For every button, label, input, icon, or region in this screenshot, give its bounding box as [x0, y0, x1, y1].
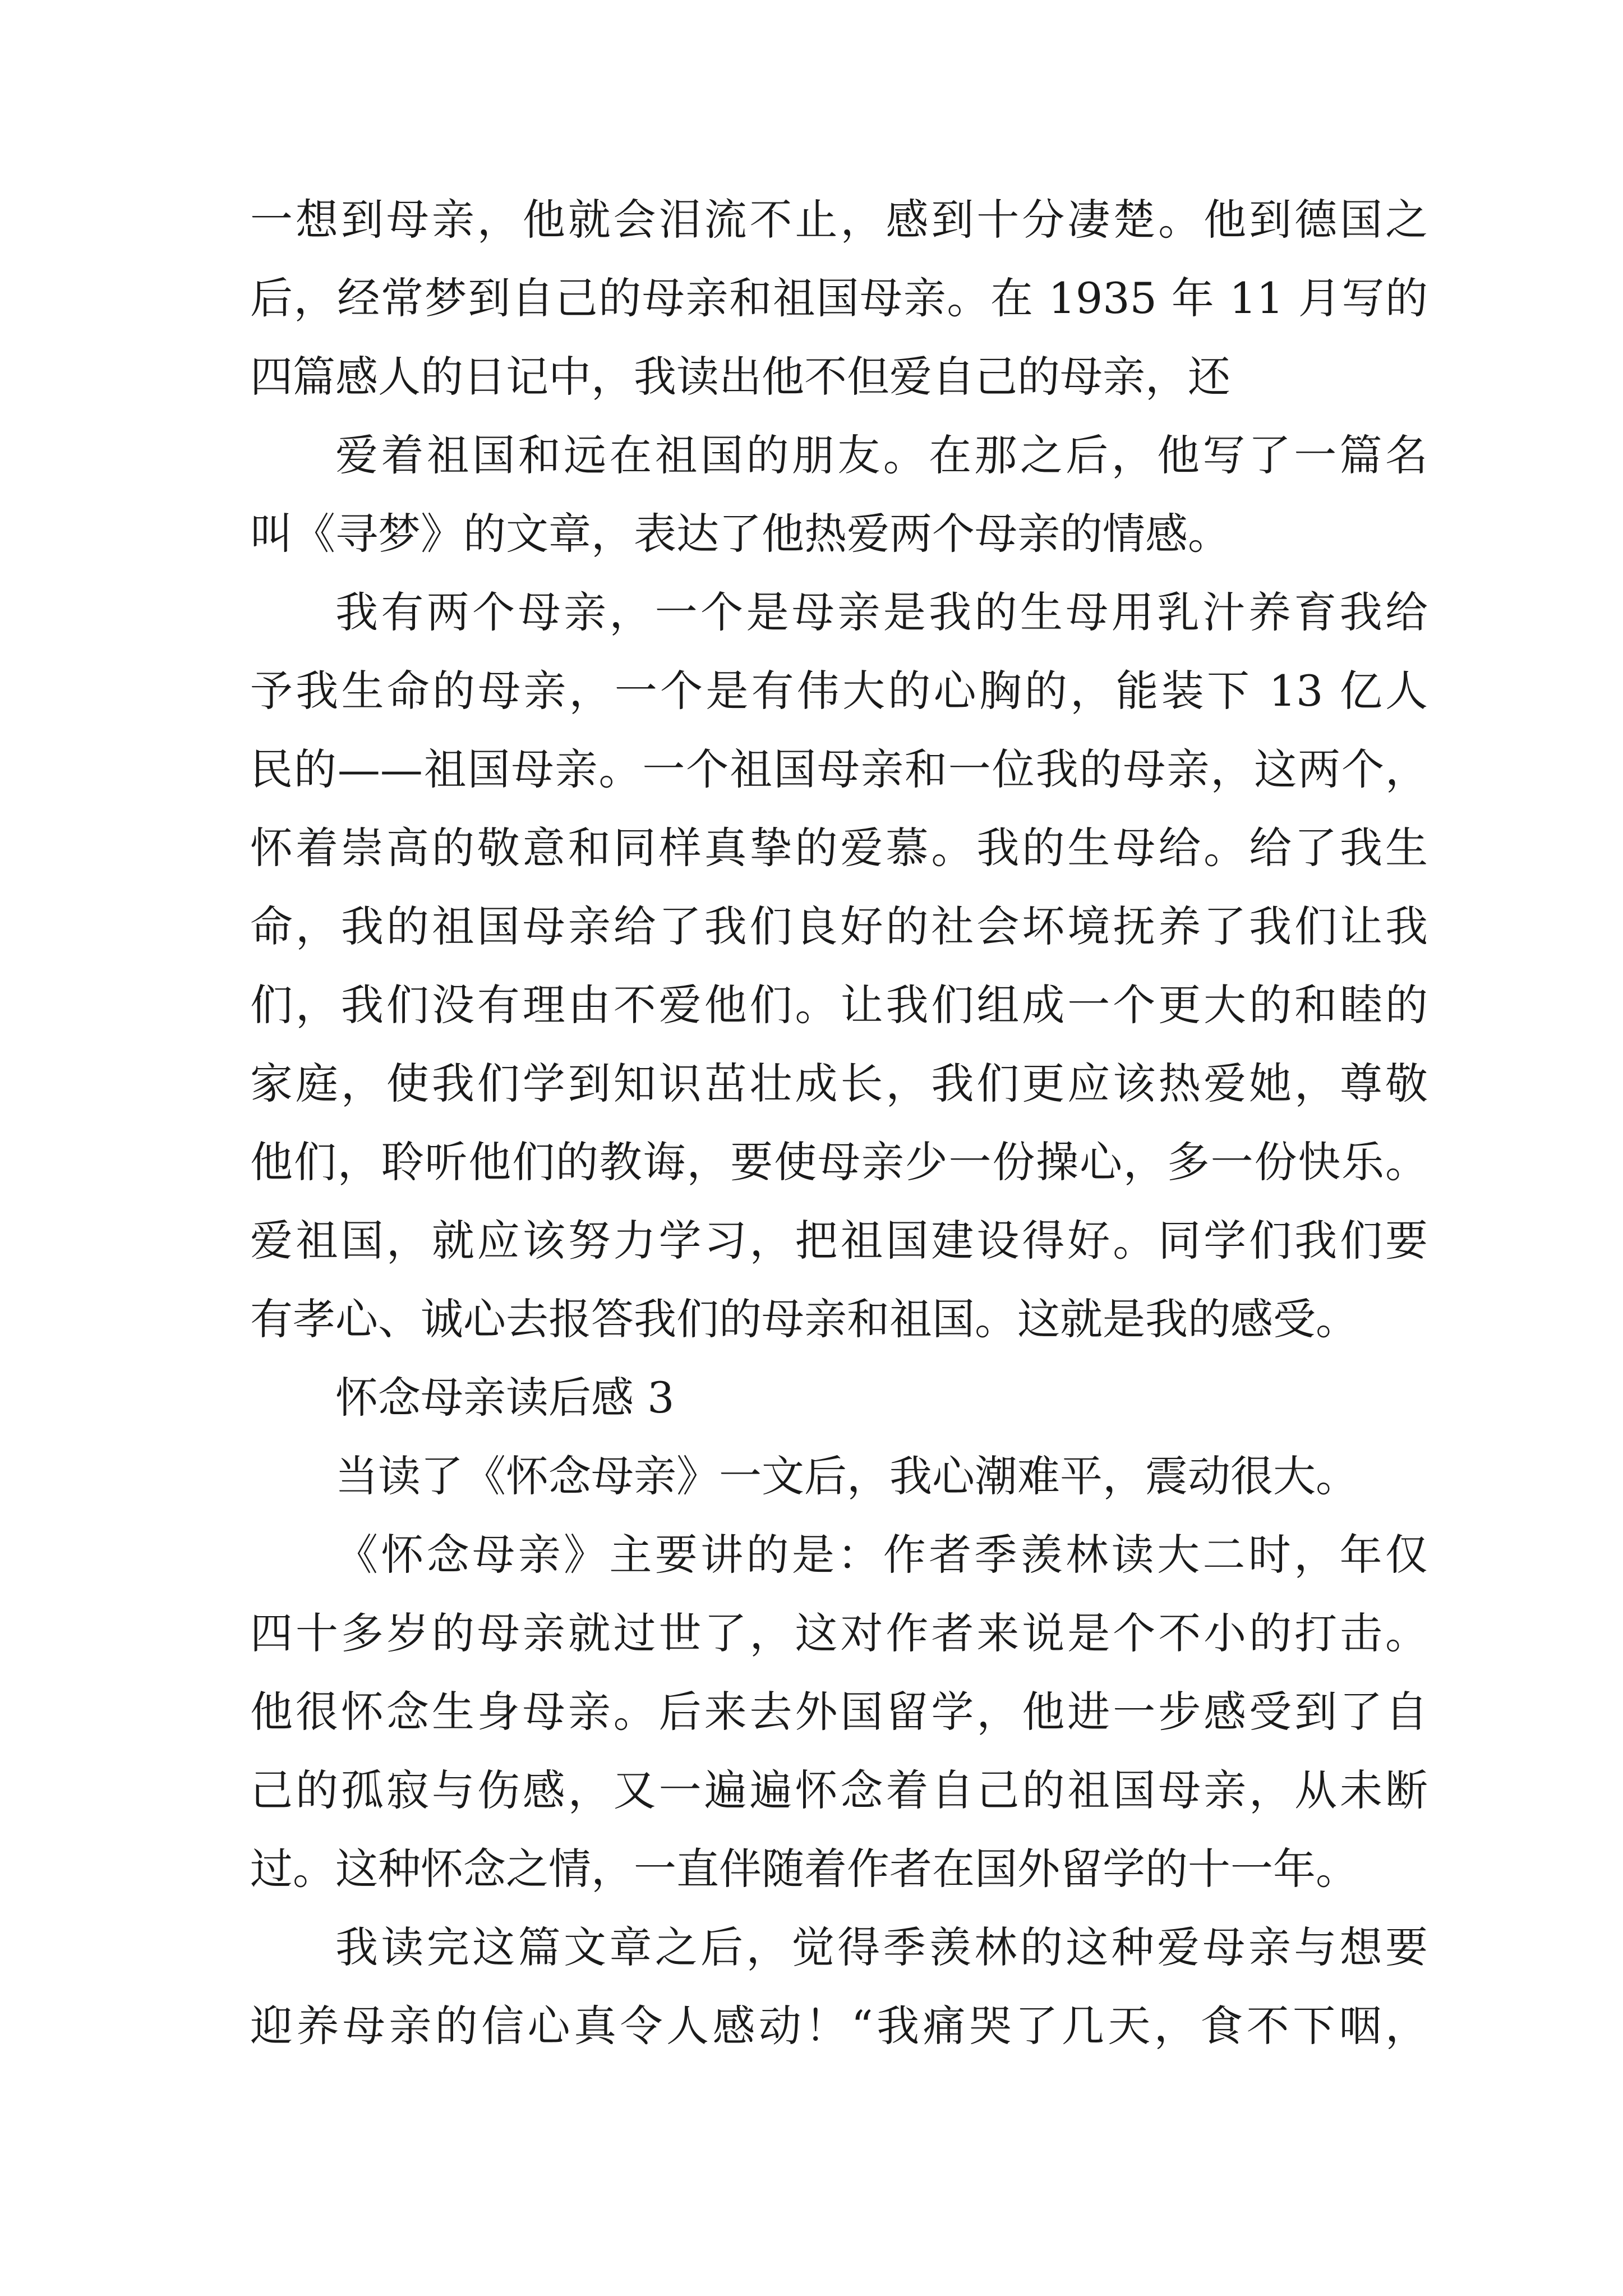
text-line: 家庭，使我们学到知识茁壮成长，我们更应该热爱她，尊敬: [250, 1059, 1428, 1108]
text-line: 四篇感人的日记中，我读出他不但爱自己的母亲，还: [250, 352, 1230, 402]
text-line: 我读完这篇文章之后，觉得季羡林的这种爱母亲与想要: [335, 1922, 1428, 1972]
text-line: 四十多岁的母亲就过世了，这对作者来说是个不小的打击。: [250, 1608, 1428, 1658]
text-line: 迎养母亲的信心真令人感动！“我痛哭了几天，食不下咽，: [250, 2001, 1428, 2051]
body-text: [250, 181, 1428, 2065]
text-line: 叫《寻梦》的文章，表达了他热爱两个母亲的情感。: [250, 509, 1230, 559]
text-line: 爱着祖国和远在祖国的朋友。在那之后，他写了一篇名: [335, 430, 1428, 480]
text-line: 怀着崇高的敬意和同样真挚的爱慕。我的生母给。给了我生: [250, 823, 1428, 873]
text-line: 后，经常梦到自己的母亲和祖国母亲。在 1935 年 11 月写的: [250, 273, 1428, 323]
text-line: 民的——祖国母亲。一个祖国母亲和一位我的母亲，这两个，: [250, 744, 1428, 794]
text-line: 一想到母亲，他就会泪流不止，感到十分凄楚。他到德国之: [250, 195, 1428, 245]
text-line: 有孝心、诚心去报答我们的母亲和祖国。这就是我的感受。: [250, 1294, 1358, 1344]
text-line: 《怀念母亲》主要讲的是：作者季羡林读大二时，年仅: [335, 1530, 1428, 1580]
text-line: 当读了《怀念母亲》一文后，我心潮难平，震动很大。: [335, 1451, 1358, 1501]
text-line: 爱祖国，就应该努力学习，把祖国建设得好。同学们我们要: [250, 1216, 1428, 1266]
text-line: 命，我的祖国母亲给了我们良好的社会坏境抚养了我们让我: [250, 901, 1428, 951]
section-heading: 怀念母亲读后感 3: [335, 1373, 675, 1423]
text-line: 过。这种怀念之情，一直伴随着作者在国外留学的十一年。: [250, 1844, 1358, 1894]
text-line: 他们，聆听他们的教诲，要使母亲少一份操心，多一份快乐。: [250, 1137, 1428, 1187]
text-line: 们，我们没有理由不爱他们。让我们组成一个更大的和睦的: [250, 980, 1428, 1030]
text-line: 我有两个母亲，一个是母亲是我的生母用乳汁养育我给: [335, 587, 1428, 637]
text-line: 予我生命的母亲，一个是有伟大的心胸的，能装下 13 亿人: [250, 666, 1428, 716]
text-line: 他很怀念生身母亲。后来去外国留学，他进一步感受到了自: [250, 1687, 1428, 1737]
text-line: 己的孤寂与伤感，又一遍遍怀念着自己的祖国母亲，从未断: [250, 1765, 1428, 1815]
